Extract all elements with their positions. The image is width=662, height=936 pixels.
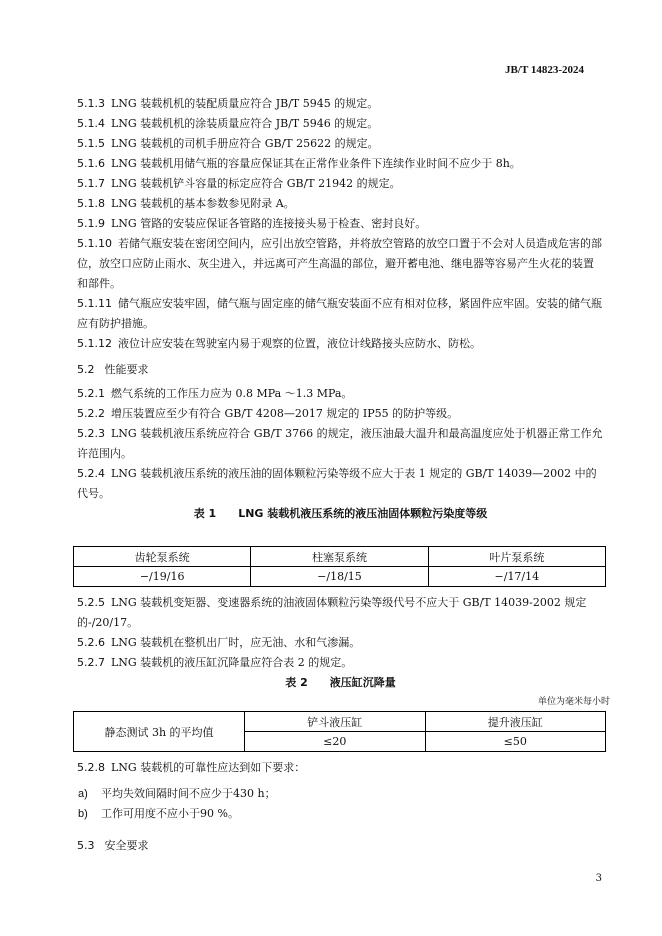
table-cell: −/19/16 [74, 567, 251, 587]
clauses-5-1 [77, 94, 604, 354]
clause-number: 5.1.12 [77, 337, 112, 350]
section-heading-5-2 [77, 360, 604, 380]
table-header-cell: 铲斗液压缸 [245, 712, 426, 732]
clause-text: 液位计应安装在驾驶室内易于观察的位置，液位计线路接头应防水、防松。 [118, 337, 481, 350]
list-marker: a) [78, 788, 88, 800]
clause-text: 储气瓶应安装牢固，储气瓶与固定座的储气瓶安装面不应有相对位移，紧固件应牢固。安装的储气瓶应有防护措施。 [77, 297, 602, 330]
clause-number: 5.2.4 [77, 467, 105, 480]
list-item [77, 784, 604, 804]
table-header-row [74, 547, 606, 567]
clause-number: 5.1.4 [77, 117, 105, 130]
clause-number: 5.2.7 [77, 656, 105, 669]
clause-number: 5.2.3 [77, 427, 105, 440]
clause-5-2-5 [77, 593, 604, 633]
clause-text: LNG 装载机在整机出厂时，应无油、水和气渗漏。 [111, 636, 361, 649]
clause-text: LNG 装载机液压系统的液压油的固体颗粒污染等级不应大于表 1 规定的 GB/T 14039—2002 中的代号。 [77, 467, 597, 500]
clause-5-2-8 [77, 758, 604, 778]
clause-number: 5.1.9 [77, 217, 105, 230]
clause-number: 5.2.2 [77, 407, 105, 420]
clause-5-2-6 [77, 633, 604, 653]
clause-5-1-10 [77, 234, 604, 294]
clause-5-2-2 [77, 404, 604, 424]
clause-text: LNG 装载机的司机手册应符合 GB/T 25622 的规定。 [111, 137, 379, 150]
table-label: 表 2 [285, 676, 308, 689]
table-header-cell: 叶片泵系统 [428, 547, 605, 567]
list-item [77, 804, 604, 824]
table-cell: −/17/14 [428, 567, 605, 587]
clause-number: 5.1.6 [77, 157, 105, 170]
section-title: 安全要求 [104, 839, 149, 852]
clause-text: LNG 装载机机的装配质量应符合 JB/T 5945 的规定。 [111, 97, 379, 110]
document-body [77, 94, 610, 860]
clause-text: LNG 装载机机的涂装质量应符合 JB/T 5946 的规定。 [111, 117, 379, 130]
clause-text: LNG 装载机液压系统应符合 GB/T 3766 的规定，液压油最大温升和最高温度应处于机器正常工作允许范围内。 [77, 427, 603, 460]
table-row [74, 567, 606, 587]
standard-code: JB/T 14823-2024 [505, 64, 584, 76]
table-2-unit-note: 单位为毫米每小时 [537, 697, 610, 707]
clause-number: 5.2.8 [77, 761, 105, 774]
clause-5-1-11 [77, 294, 604, 334]
section-heading-5-3 [77, 836, 604, 856]
clause-5-2-4 [77, 464, 604, 504]
table-cell: ≤50 [425, 732, 606, 752]
clause-5-1-5 [77, 134, 604, 154]
clauses-5-2 [77, 384, 604, 504]
table-2 [73, 711, 606, 752]
table-cell: ≤20 [245, 732, 426, 752]
clause-text: LNG 装载机变矩器、变速器系统的油液固体颗粒污染等级代号不应大于 GB/T 14039-2002 规定的-/20/17。 [77, 596, 587, 629]
clause-5-1-3 [77, 94, 604, 114]
list-text: 平均失效间隔时间不应少于430 h； [101, 787, 276, 800]
section-title: 性能要求 [104, 363, 149, 376]
clause-number: 5.1.3 [77, 97, 105, 110]
table-cell: −/18/15 [251, 567, 428, 587]
clause-5-1-4 [77, 114, 604, 134]
clause-number: 5.1.8 [77, 197, 105, 210]
clauses-5-2-continued [77, 593, 604, 673]
table-1 [73, 546, 606, 587]
clause-text: 增压装置应至少有符合 GB/T 4208—2017 规定的 IP55 的防护等级。 [111, 407, 459, 420]
clause-text: LNG 装载机的液压缸沉降量应符合表 2 的规定。 [111, 656, 353, 669]
clause-5-2-3 [77, 424, 604, 464]
clause-text: LNG 装载机的基本参数参见附录 A。 [111, 197, 295, 210]
table-1-caption [77, 504, 604, 524]
table-title: 液压缸沉降量 [329, 676, 396, 689]
requirement-list [77, 784, 604, 824]
table-2-caption [77, 673, 604, 693]
clause-text: LNG 装载机用储气瓶的容量应保证其在正常作业条件下连续作业时间不应少于 8h。 [111, 157, 521, 170]
clause-number: 5.1.11 [77, 297, 112, 310]
table-title: LNG 装载机液压系统的液压油固体颗粒污染度等级 [238, 507, 488, 520]
table-header-cell: 柱塞泵系统 [251, 547, 428, 567]
section-number: 5.3 [77, 839, 95, 852]
clause-number: 5.2.1 [77, 387, 105, 400]
clause-number: 5.1.10 [77, 237, 112, 250]
table-header-row [74, 712, 606, 732]
clause-number: 5.2.5 [77, 596, 105, 609]
clause-5-1-6 [77, 154, 604, 174]
clause-text: 燃气系统的工作压力应为 0.8 MPa ～1.3 MPa。 [111, 387, 353, 400]
clause-5-1-7 [77, 174, 604, 194]
list-text: 工作可用度不应小于90 %。 [101, 807, 239, 820]
table-header-cell: 齿轮泵系统 [74, 547, 251, 567]
clause-5-1-12 [77, 334, 604, 354]
table-label: 表 1 [193, 507, 217, 520]
page-number: 3 [595, 873, 602, 884]
clause-text: 若储气瓶安装在密闭空间内，应引出放空管路，并将放空管路的放空口置于不会对人员造成危害的部位，放空口应防止雨水、灰尘进入，并远离可产生高温的部位，避开蓄电池、继电器等容易产生火花的装置和部件。 [77, 237, 602, 290]
clause-5-2-7 [77, 653, 604, 673]
clause-5-1-9 [77, 214, 604, 234]
clause-5-1-8 [77, 194, 604, 214]
clause-text: LNG 装载机铲斗容量的标定应符合 GB/T 21942 的规定。 [111, 177, 401, 190]
clause-number: 5.2.6 [77, 636, 105, 649]
clause-text: LNG 装载机的可靠性应达到如下要求： [111, 761, 306, 774]
clause-number: 5.1.5 [77, 137, 105, 150]
table-header-cell: 提升液压缸 [425, 712, 606, 732]
clause-text: LNG 管路的安装应保证各管路的连接接头易于检查、密封良好。 [111, 217, 427, 230]
clause-number: 5.1.7 [77, 177, 105, 190]
section-number: 5.2 [77, 363, 95, 376]
table-row-label: 静态测试 3h 的平均值 [74, 712, 245, 752]
clause-5-2-1 [77, 384, 604, 404]
list-marker: b) [78, 808, 88, 820]
